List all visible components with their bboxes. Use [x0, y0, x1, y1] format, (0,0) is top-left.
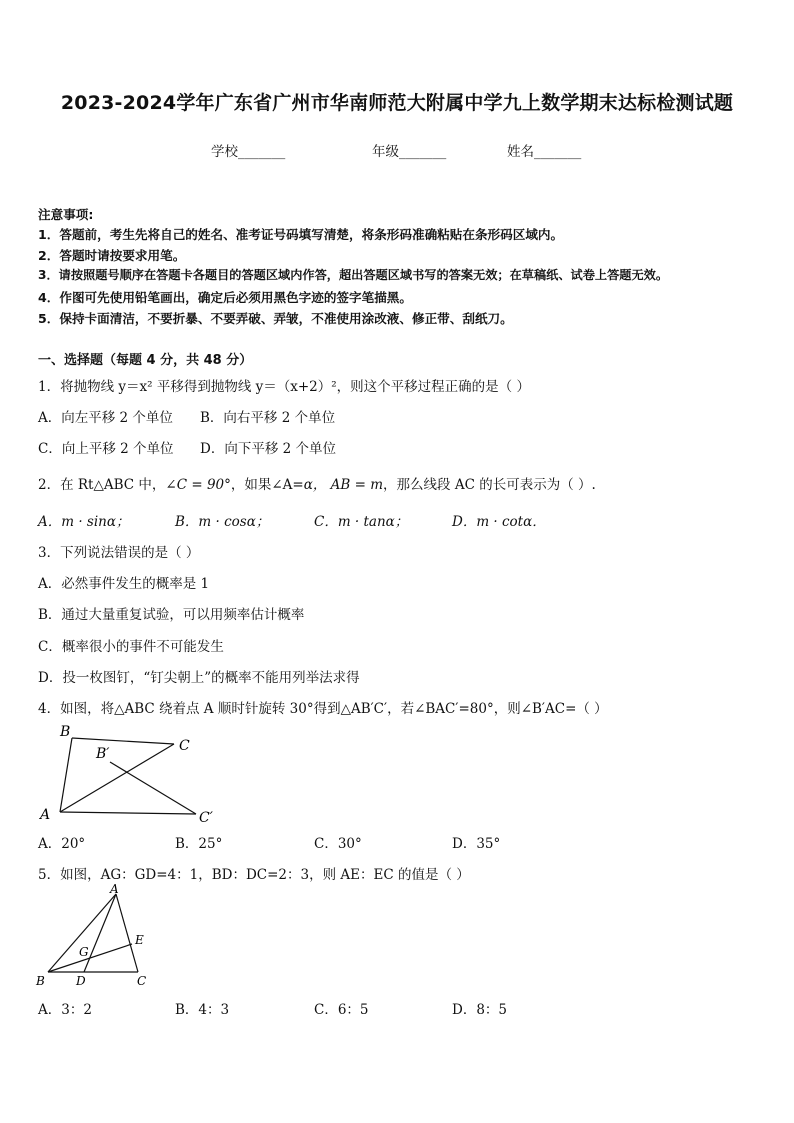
q2-stem-suffix: ，那么线段 AC 的长可表示为（ ）. — [383, 477, 596, 493]
q2-angle-c: ∠C = 90° — [165, 477, 231, 493]
q2-alpha: α — [303, 477, 313, 493]
q1-stem: 1．将抛物线 y＝x² 平移得到抛物线 y＝（x+2）²，则这个平移过程正确的是（ ） — [38, 379, 530, 395]
notice-item-3: 3．请按照题号顺序在答题卡各题目的答题区域内作答，超出答题区域书写的答案无效；在草稿纸、试卷上答题无效。 — [38, 268, 669, 282]
q2-stem — [38, 473, 596, 493]
q5-segment-ad — [84, 894, 116, 972]
notice-heading: 注意事项: — [38, 207, 94, 222]
q3-option-b[interactable]: B．通过大量重复试验，可以用频率估计概率 — [38, 607, 305, 623]
q2-option-a[interactable]: A．m · sinα； — [38, 514, 130, 530]
q4-option-a[interactable]: A．20° — [38, 836, 86, 852]
q5-option-a[interactable]: A．3：2 — [38, 1002, 92, 1018]
section-heading-choice: 一、选择题（每题 4 分，共 48 分） — [38, 353, 253, 368]
q4-segment-acp — [60, 812, 196, 814]
q2-option-d[interactable]: D．m · cotα． — [452, 514, 546, 530]
q4-segment-bc — [72, 738, 174, 744]
q5-label-b: B — [36, 974, 45, 988]
notice-item-2: 2．答题时请按要求用笔。 — [38, 248, 186, 263]
notice-item-5: 5．保持卡面清洁，不要折暴、不要弄破、弄皱，不准使用涂改液、修正带、刮纸刀。 — [38, 311, 513, 326]
grade-field[interactable]: 年级_______ — [372, 144, 447, 160]
q4-segment-ab — [60, 738, 72, 812]
q3-option-c[interactable]: C．概率很小的事件不可能发生 — [38, 639, 224, 655]
q2-option-b[interactable]: B．m · cosα； — [175, 514, 270, 530]
q4-option-b[interactable]: B．25° — [175, 836, 223, 852]
name-field[interactable]: 姓名_______ — [507, 144, 582, 160]
q1-option-d[interactable]: D．向下平移 2 个单位 — [200, 441, 336, 457]
q5-label-g: G — [79, 945, 89, 959]
notice-item-4: 4．作图可先使用铅笔画出，确定后必须用黑色字迹的签字笔描黑。 — [38, 290, 412, 305]
q4-segment-ac — [60, 744, 174, 812]
q2-stem-mid: ，如果∠A= — [230, 477, 304, 493]
q4-segment-bpcp — [110, 762, 196, 814]
q3-option-a[interactable]: A．必然事件发生的概率是 1 — [38, 576, 210, 592]
q2-stem-prefix: 2．在 Rt△ABC 中， — [38, 477, 166, 493]
q5-label-c: C — [137, 974, 147, 988]
q2-option-c[interactable]: C．m · tanα； — [314, 514, 409, 530]
school-field[interactable]: 学校_______ — [211, 144, 286, 160]
q4-rotation-figure — [36, 722, 226, 826]
q2-ab: ， AB = m — [312, 477, 384, 493]
q3-stem: 3．下列说法错误的是（ ） — [38, 545, 200, 561]
q5-option-d[interactable]: D．8：5 — [452, 1002, 508, 1018]
q3-option-d[interactable]: D．投一枚图钉，“钉尖朝上”的概率不能用列举法求得 — [38, 670, 360, 686]
q4-label-bp: B′ — [96, 746, 110, 762]
q5-label-e: E — [135, 933, 144, 947]
q5-stem: 5．如图，AG：GD=4：1，BD：DC=2：3，则 AE：EC 的值是（ ） — [38, 867, 470, 883]
q4-option-d[interactable]: D．35° — [452, 836, 501, 852]
q5-label-d: D — [76, 974, 86, 988]
q5-triangle-figure — [34, 884, 164, 990]
q4-stem: 4．如图，将△ABC 绕着点 A 顺时针旋转 30°得到△AB′C′，若∠BAC′=80°，则∠B′AC=（ ） — [38, 701, 608, 717]
q1-option-b[interactable]: B．向右平移 2 个单位 — [200, 410, 336, 426]
q4-label-c: C — [179, 738, 190, 754]
q5-label-a: A — [110, 884, 119, 896]
notice-item-1: 1．答题前，考生先将自己的姓名、准考证号码填写清楚，将条形码准确粘贴在条形码区域内。 — [38, 227, 564, 242]
page-title: 2023-2024学年广东省广州市华南师范大附属中学九上数学期末达标检测试题 — [60, 92, 734, 114]
q4-label-b: B — [60, 724, 71, 740]
q4-option-c[interactable]: C．30° — [314, 836, 362, 852]
q4-label-a: A — [40, 807, 51, 823]
q5-option-c[interactable]: C．6：5 — [314, 1002, 369, 1018]
q1-option-c[interactable]: C．向上平移 2 个单位 — [38, 441, 174, 457]
q1-option-a[interactable]: A．向左平移 2 个单位 — [38, 410, 173, 426]
q4-label-cp: C′ — [199, 810, 213, 826]
q5-option-b[interactable]: B．4：3 — [175, 1002, 230, 1018]
